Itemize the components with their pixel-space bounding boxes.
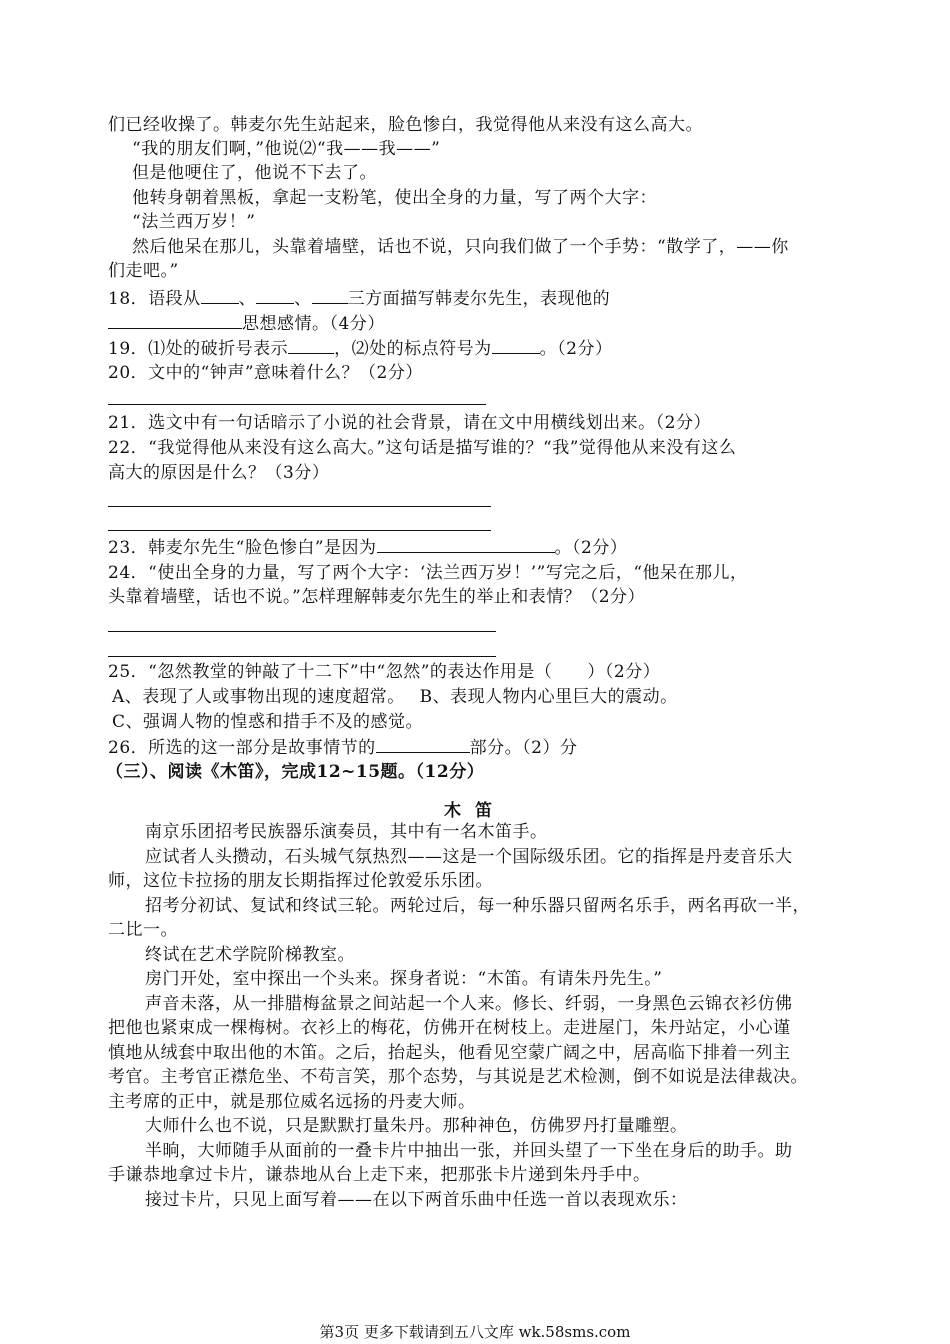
passage-line: 们走吧。” [108,261,179,281]
story-line: 师，这位卡拉扬的朋友长期指挥过伦敦爱乐乐团。 [108,871,493,891]
story-line: 考官。主考官正襟危坐、不苟言笑，那个态势，与其说是艺术检测，倒不如说是法律裁决。 [108,1067,808,1087]
story-line: 接过卡片，只见上面写着——在以下两首乐曲中任选一首以表现欢乐： [145,1190,688,1210]
question-18-cont: 思想感情。（4分） [108,311,385,336]
story-line: 终试在艺术学院阶梯教室。 [145,945,355,965]
answer-blank[interactable] [377,535,555,553]
passage-line: “法兰西万岁！” [132,212,256,232]
answer-blank[interactable] [256,286,294,304]
answer-line[interactable] [108,530,491,531]
story-line: 大师什么也不说，只是默默打量朱丹。那种神色，仿佛罗丹打量雕塑。 [145,1116,688,1136]
question-24-cont: 头靠着墙壁，话也不说。”怎样理解韩麦尔先生的举止和表情？（2分） [108,587,646,607]
answer-blank[interactable] [492,336,540,354]
story-line: 把他也紧束成一棵梅树。衣衫上的梅花，仿佛开在树枝上。走进屋门，朱丹站定，小心谨 [108,1018,791,1038]
story-line: 南京乐团招考民族器乐演奏员，其中有一名木笛手。 [145,822,548,842]
question-23: 23．韩麦尔先生“脸色惨白”是因为 。（2分） [108,535,627,560]
question-26: 26．所选的这一部分是故事情节的 部分。（2）分 [108,735,577,760]
story-line: 手谦恭地拿过卡片，谦恭地从台上走下来，把那张卡片递到朱丹手中。 [108,1165,651,1185]
passage-line: 然后他呆在那儿，头靠着墙壁，话也不说，只向我们做了一个手势：“散学了，——你 [132,237,789,257]
answer-line[interactable] [108,656,496,657]
question-24: 24．“使出全身的力量，写了两个大字：‘法兰西万岁！’”写完之后，“他呆在那儿， [108,563,748,583]
story-line: 半晌，大师随手从面前的一叠卡片中抽出一张，并回头望了一下坐在身后的助手。助 [145,1141,793,1161]
page-footer: 第3页 更多下载请到五八文库 wk.58sms.com [319,1323,631,1341]
answer-line[interactable] [108,506,491,507]
passage-line: “我的朋友们啊，”他说⑵“我——我——” [132,139,441,159]
question-25: 25．“忽然教堂的钟敲了十二下”中“忽然”的表达作用是（ ）（2分） [108,662,661,682]
passage-line: 他转身朝着黑板，拿起一支粉笔，使出全身的力量，写了两个大字： [132,188,657,208]
answer-line[interactable] [108,631,496,632]
passage-line: 但是他哽住了，他说不下去了。 [132,163,377,183]
question-25-option-c: C、强调人物的惶惑和措手不及的感觉。 [112,712,424,732]
passage-line: 们已经收操了。韩麦尔先生站起来，脸色惨白，我觉得他从来没有这么高大。 [108,115,703,135]
answer-blank[interactable] [288,336,334,354]
story-line: 声音未落，从一排腊梅盆景之间站起一个人来。修长、纤弱，一身黑色云锦衣衫仿佛 [145,994,793,1014]
question-21: 21．选文中有一句话暗示了小说的社会背景，请在文中用横线划出来。（2分） [108,413,711,433]
story-line: 应试者人头攒动，石头城气氛热烈——这是一个国际级乐团。它的指挥是丹麦音乐大 [145,847,793,867]
story-line: 房门开处，室中探出一个头来。探身者说：“木笛。有请朱丹先生。” [145,969,663,989]
section-heading: （三）、阅读《木笛》，完成12~15题。（12分） [106,762,485,782]
answer-blank[interactable] [108,311,242,329]
question-19: 19．⑴处的破折号表示 ，⑵处的标点符号为 。（2分） [108,336,612,361]
story-line: 主考席的正中，就是那位威名远扬的丹麦大师。 [108,1092,476,1112]
question-22-cont: 高大的原因是什么？（3分） [108,463,330,483]
answer-blank[interactable] [312,286,348,304]
answer-blank[interactable] [376,735,470,753]
question-22: 22．“我觉得他从来没有这么高大。”这句话是描写谁的？“我”觉得他从来没有这么 [108,438,737,458]
story-line: 招考分初试、复试和终试三轮。两轮过后，每一种乐器只留两名乐手，两名再砍一半， [145,896,810,916]
question-18: 18．语段从 、 、 三方面描写韩麦尔先生，表现他的 [108,286,610,311]
question-20: 20．文中的“钟声”意味着什么？（2分） [108,363,423,383]
answer-line[interactable] [108,404,486,405]
question-25-options: A、表现了人或事物出现的速度超常。 B、表现人物内心里巨大的震动。 [112,687,678,707]
story-line: 二比一。 [108,920,178,940]
story-title: 木笛 [444,801,506,821]
answer-blank[interactable] [201,286,239,304]
story-line: 慎地从绒套中取出他的木笛。之后，抬起头，他看见空蒙广阔之中，居高临下排着一列主 [108,1043,791,1063]
